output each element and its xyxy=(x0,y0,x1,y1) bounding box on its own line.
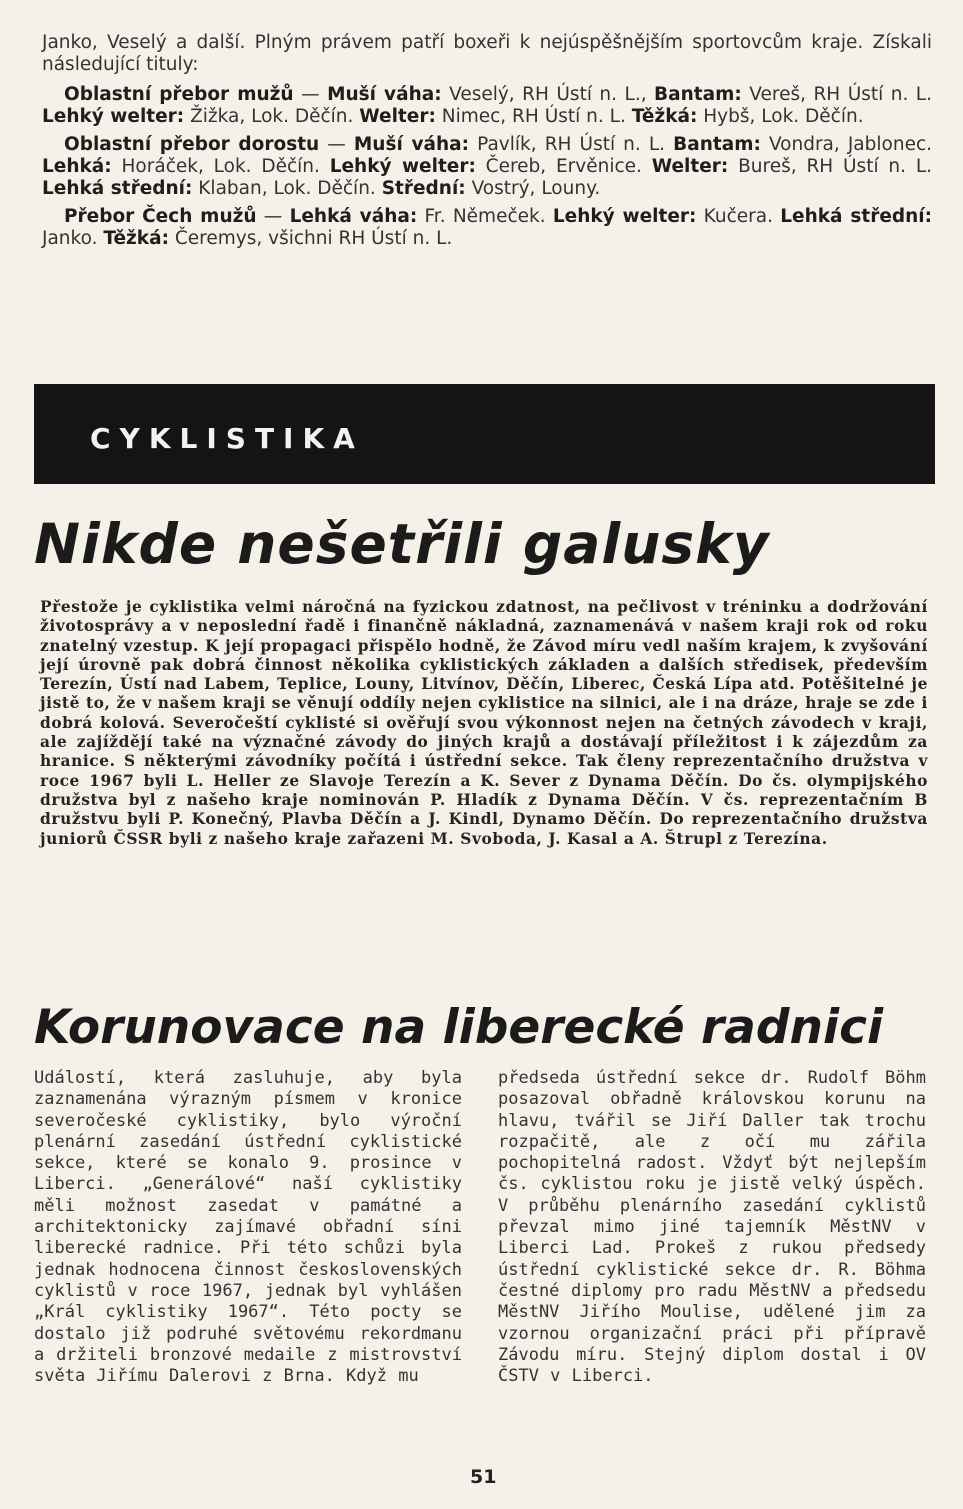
result-block-bohemia: Přebor Čech mužů — Lehká váha: Fr. Němeček. Lehký welter: Kučera. Lehká střední: Janko. Těžká: Čeremys, všichni RH Ústí n. L. xyxy=(42,206,933,249)
article-1-title: Nikde nešetřili galusky xyxy=(34,512,770,576)
article-2-title: Korunovace na liberecké radnici xyxy=(34,1000,884,1055)
result-block-men: Oblastní přebor mužů — Muší váha: Veselý, RH Ústí n. L., Bantam: Vereš, RH Ústí n. L. Lehký welter: Žižka, Lok. Děčín. Welter: Nimec, RH Ústí n. L. Těžká: Hybš, Lok. Děčín. xyxy=(42,84,932,127)
boxing-results xyxy=(42,32,932,256)
section-banner xyxy=(34,384,935,484)
intro-opening: Janko, Veselý a další. Plným právem patří boxeři k nejúspěšnějším sportovcům kraje. Získali následující tituly: xyxy=(42,32,932,75)
page-number: 51 xyxy=(470,1466,497,1488)
article-2-column-right: předseda ústřední sekce dr. Rudolf Böhm posazoval obřadně královskou korunu na hlavu, tvářil se Jiří Daller tak trochu rozpačitě, ale z očí mu zářila pochopitelná radost. Vždyť být nejlepším čs. cyklistou roku je jistě velký úspěch. V průběhu plenárního zasedání cyklistů převzal mimo jiné tajemník MěstNV v Liberci Lad. Prokeš z rukou předsedy ústřední cyklistické sekce dr. R. Böhma čestné diplomy pro radu MěstNV a předsedu MěstNV Jiřího Moulise, udělené jim za vzornou organizační práci při přípravě Závodu míru. Stejný diplom dostal i OV ČSTV v Liberci. xyxy=(498,1068,926,1387)
article-2-column-left: Událostí, která zasluhuje, aby byla zaznamenána výrazným písmem v kronice severočeské cyklistiky, bylo výroční plenární zasedání ústřední cyklistické sekce, které se konalo 9. prosince v Liberci. „Generálové“ naší cyklistiky měli možnost zasedat v památné a architektonicky zajímavé obřadní síni liberecké radnice. Při této schůzi byla jednak hodnocena činnost československých cyklistů v roce 1967, jednak byl vyhlášen „Král cyklistiky 1967“. Této pocty se dostalo již podruhé světovému rekordmanu a držiteli bronzové medaile z mistrovství světa Jiřímu Dalerovi z Brna. Když mu xyxy=(34,1068,462,1387)
article-1-body: Přestože je cyklistika velmi náročná na fyzickou zdatnost, na pečlivost v tréninku a dodržování životosprávy a v neposlední řadě i finančně nákladná, zaznamenává v našem kraji rok od roku znatelný vzestup. K její propagaci přispělo hodně, že Závod míru vedl naším krajem, k zvyšování její úrovně pak dobrá činnost několika cyklistických základen a dalších středisek, především Terezín, Ústí nad Labem, Teplice, Louny, Litvínov, Děčín, Liberec, Česká Lípa atd. Potěšitelné je jistě to, že v našem kraji se věnují oddíly nejen cyklistice na silnici, ale i na dráze, hraje se zde i dobrá kolová. Severočeští cyklisté si ověřují svou výkonnost nejen na četných závodech v kraji, ale zajíždějí také na význačné závody do jiných krajů a dostávají příležitost i k zájezdům za hranice. S některými závodníky počítá i ústřední sekce. Tak členy reprezentačního družstva v roce 1967 byli L. Heller ze Slavoje Terezín a K. Sever z Dynama Děčín. Do čs. olympijského družstva byl z našeho kraje nominován P. Hladík z Dynama Děčín. V čs. reprezentačním B družstvu byli P. Konečný, Plavba Děčín a J. Kindl, Dynamo Děčín. Do reprezentačního družstva juniorů ČSSR byli z našeho kraje zařazeni M. Svoboda, J. Kasal a A. Štrupl z Terezína. xyxy=(40,598,928,848)
section-title: CYKLISTIKA xyxy=(90,422,364,455)
result-block-youth: Oblastní přebor dorostu — Muší váha: Pavlík, RH Ústí n. L. Bantam: Vondra, Jablonec. Lehká: Horáček, Lok. Děčín. Lehký welter: Čereb, Ervěnice. Welter: Bureš, RH Ústí n. L. Lehká střední: Klaban, Lok. Děčín. Střední: Vostrý, Louny. xyxy=(42,134,933,199)
